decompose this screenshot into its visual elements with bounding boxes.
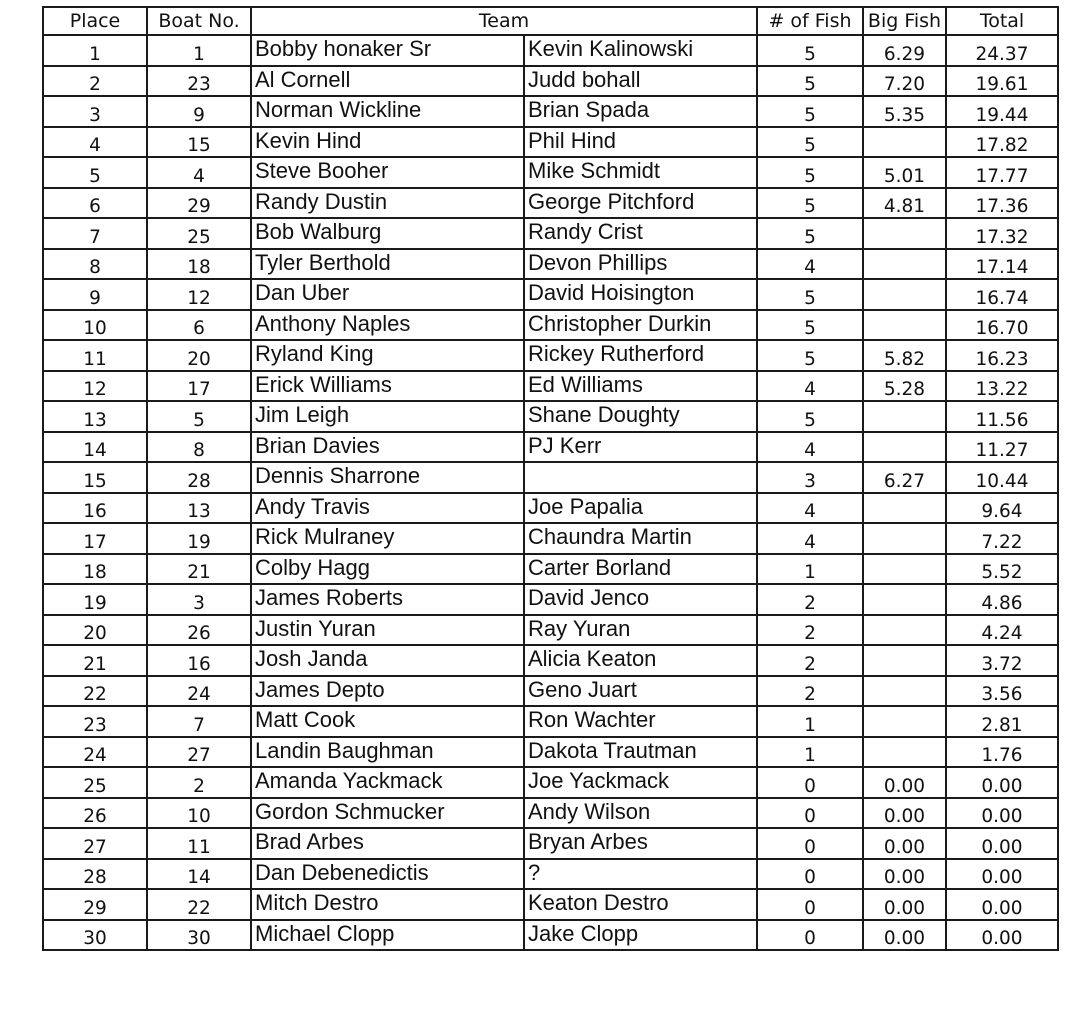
table-row	[43, 462, 1058, 493]
angler-2-cell: Geno Juart	[524, 676, 757, 707]
place-cell: 9	[43, 279, 147, 310]
total-weight-cell: 13.22	[946, 371, 1058, 402]
angler-2-cell: Bryan Arbes	[524, 828, 757, 859]
big-fish-cell	[863, 737, 946, 768]
boat-number-cell: 1	[147, 35, 251, 66]
fish-count-cell: 0	[757, 889, 863, 920]
big-fish-cell	[863, 584, 946, 615]
angler-1-cell: Tyler Berthold	[251, 249, 524, 280]
big-fish-cell	[863, 676, 946, 707]
boat-number-cell: 29	[147, 188, 251, 219]
fish-count-cell: 2	[757, 615, 863, 646]
total-weight-cell: 0.00	[946, 798, 1058, 829]
fish-count-cell: 2	[757, 584, 863, 615]
big-fish-cell: 5.35	[863, 96, 946, 127]
angler-2-cell: Kevin Kalinowski	[524, 35, 757, 66]
total-weight-cell: 11.56	[946, 401, 1058, 432]
boat-number-cell: 6	[147, 310, 251, 341]
fish-count-cell: 5	[757, 188, 863, 219]
big-fish-cell	[863, 401, 946, 432]
fish-count-cell: 0	[757, 767, 863, 798]
table-row	[43, 798, 1058, 829]
total-weight-cell: 0.00	[946, 767, 1058, 798]
angler-2-cell: George Pitchford	[524, 188, 757, 219]
angler-1-cell: Norman Wickline	[251, 96, 524, 127]
fish-count-cell: 5	[757, 340, 863, 371]
header-place: Place	[43, 7, 147, 35]
angler-1-cell: Steve Booher	[251, 157, 524, 188]
table-row	[43, 493, 1058, 524]
place-cell: 2	[43, 66, 147, 97]
boat-number-cell: 21	[147, 554, 251, 585]
big-fish-cell: 0.00	[863, 798, 946, 829]
fish-count-cell: 5	[757, 279, 863, 310]
place-cell: 10	[43, 310, 147, 341]
angler-2-cell: Alicia Keaton	[524, 645, 757, 676]
angler-1-cell: Landin Baughman	[251, 737, 524, 768]
big-fish-cell: 7.20	[863, 66, 946, 97]
angler-2-cell: Joe Papalia	[524, 493, 757, 524]
fish-count-cell: 4	[757, 432, 863, 463]
table-row	[43, 920, 1058, 951]
place-cell: 16	[43, 493, 147, 524]
big-fish-cell: 0.00	[863, 920, 946, 951]
place-cell: 17	[43, 523, 147, 554]
total-weight-cell: 17.77	[946, 157, 1058, 188]
fish-count-cell: 5	[757, 35, 863, 66]
total-weight-cell: 1.76	[946, 737, 1058, 768]
boat-number-cell: 7	[147, 706, 251, 737]
angler-2-cell: Keaton Destro	[524, 889, 757, 920]
place-cell: 7	[43, 218, 147, 249]
big-fish-cell	[863, 249, 946, 280]
total-weight-cell: 3.72	[946, 645, 1058, 676]
table-row	[43, 554, 1058, 585]
table-row	[43, 371, 1058, 402]
angler-1-cell: Randy Dustin	[251, 188, 524, 219]
big-fish-cell	[863, 645, 946, 676]
angler-2-cell: PJ Kerr	[524, 432, 757, 463]
total-weight-cell: 0.00	[946, 828, 1058, 859]
place-cell: 13	[43, 401, 147, 432]
boat-number-cell: 27	[147, 737, 251, 768]
fish-count-cell: 5	[757, 157, 863, 188]
boat-number-cell: 3	[147, 584, 251, 615]
angler-1-cell: Justin Yuran	[251, 615, 524, 646]
place-cell: 8	[43, 249, 147, 280]
angler-1-cell: Andy Travis	[251, 493, 524, 524]
big-fish-cell: 0.00	[863, 889, 946, 920]
fish-count-cell: 2	[757, 676, 863, 707]
big-fish-cell: 0.00	[863, 828, 946, 859]
fish-count-cell: 0	[757, 828, 863, 859]
boat-number-cell: 20	[147, 340, 251, 371]
angler-2-cell: Ray Yuran	[524, 615, 757, 646]
angler-2-cell: Rickey Rutherford	[524, 340, 757, 371]
table-row	[43, 218, 1058, 249]
total-weight-cell: 17.36	[946, 188, 1058, 219]
angler-1-cell: Bob Walburg	[251, 218, 524, 249]
place-cell: 22	[43, 676, 147, 707]
angler-1-cell: Rick Mulraney	[251, 523, 524, 554]
total-weight-cell: 3.56	[946, 676, 1058, 707]
big-fish-cell: 5.82	[863, 340, 946, 371]
fish-count-cell: 1	[757, 706, 863, 737]
big-fish-cell: 5.01	[863, 157, 946, 188]
table-row	[43, 310, 1058, 341]
big-fish-cell	[863, 615, 946, 646]
table-row	[43, 767, 1058, 798]
angler-1-cell: Ryland King	[251, 340, 524, 371]
angler-1-cell: Dan Uber	[251, 279, 524, 310]
table-row	[43, 737, 1058, 768]
boat-number-cell: 18	[147, 249, 251, 280]
table-row	[43, 676, 1058, 707]
angler-1-cell: Amanda Yackmack	[251, 767, 524, 798]
fish-count-cell: 5	[757, 401, 863, 432]
total-weight-cell: 0.00	[946, 920, 1058, 951]
fish-count-cell: 4	[757, 371, 863, 402]
fish-count-cell: 0	[757, 798, 863, 829]
angler-1-cell: Matt Cook	[251, 706, 524, 737]
table-row	[43, 340, 1058, 371]
place-cell: 20	[43, 615, 147, 646]
place-cell: 26	[43, 798, 147, 829]
header-row	[43, 7, 1058, 35]
angler-2-cell: Chaundra Martin	[524, 523, 757, 554]
place-cell: 28	[43, 859, 147, 890]
boat-number-cell: 23	[147, 66, 251, 97]
angler-2-cell: Brian Spada	[524, 96, 757, 127]
boat-number-cell: 8	[147, 432, 251, 463]
angler-2-cell: Judd bohall	[524, 66, 757, 97]
big-fish-cell	[863, 279, 946, 310]
boat-number-cell: 24	[147, 676, 251, 707]
boat-number-cell: 19	[147, 523, 251, 554]
table-row	[43, 401, 1058, 432]
angler-2-cell	[524, 462, 757, 493]
total-weight-cell: 24.37	[946, 35, 1058, 66]
table-row	[43, 96, 1058, 127]
boat-number-cell: 5	[147, 401, 251, 432]
place-cell: 19	[43, 584, 147, 615]
table-row	[43, 432, 1058, 463]
angler-1-cell: Dennis Sharrone	[251, 462, 524, 493]
header-boat-no: Boat No.	[147, 7, 251, 35]
total-weight-cell: 19.44	[946, 96, 1058, 127]
boat-number-cell: 10	[147, 798, 251, 829]
big-fish-cell: 0.00	[863, 859, 946, 890]
big-fish-cell	[863, 310, 946, 341]
boat-number-cell: 13	[147, 493, 251, 524]
total-weight-cell: 2.81	[946, 706, 1058, 737]
table-row	[43, 279, 1058, 310]
table-row	[43, 188, 1058, 219]
angler-2-cell: ?	[524, 859, 757, 890]
header-num-fish: # of Fish	[757, 7, 863, 35]
table-row	[43, 889, 1058, 920]
angler-1-cell: James Depto	[251, 676, 524, 707]
place-cell: 21	[43, 645, 147, 676]
angler-1-cell: Josh Janda	[251, 645, 524, 676]
big-fish-cell	[863, 218, 946, 249]
big-fish-cell: 6.27	[863, 462, 946, 493]
angler-1-cell: Jim Leigh	[251, 401, 524, 432]
fish-count-cell: 3	[757, 462, 863, 493]
big-fish-cell: 4.81	[863, 188, 946, 219]
big-fish-cell	[863, 127, 946, 158]
total-weight-cell: 5.52	[946, 554, 1058, 585]
boat-number-cell: 14	[147, 859, 251, 890]
boat-number-cell: 26	[147, 615, 251, 646]
boat-number-cell: 2	[147, 767, 251, 798]
angler-2-cell: Randy Crist	[524, 218, 757, 249]
table-row	[43, 35, 1058, 66]
total-weight-cell: 16.23	[946, 340, 1058, 371]
place-cell: 18	[43, 554, 147, 585]
boat-number-cell: 4	[147, 157, 251, 188]
angler-1-cell: Brad Arbes	[251, 828, 524, 859]
angler-2-cell: Mike Schmidt	[524, 157, 757, 188]
place-cell: 4	[43, 127, 147, 158]
place-cell: 23	[43, 706, 147, 737]
angler-1-cell: Mitch Destro	[251, 889, 524, 920]
table-row	[43, 828, 1058, 859]
table-row	[43, 157, 1058, 188]
boat-number-cell: 15	[147, 127, 251, 158]
table-row	[43, 249, 1058, 280]
header-total: Total	[946, 7, 1058, 35]
place-cell: 1	[43, 35, 147, 66]
big-fish-cell	[863, 554, 946, 585]
total-weight-cell: 16.74	[946, 279, 1058, 310]
angler-2-cell: Devon Phillips	[524, 249, 757, 280]
header-big-fish: Big Fish	[863, 7, 946, 35]
table-row	[43, 127, 1058, 158]
table-row	[43, 66, 1058, 97]
place-cell: 25	[43, 767, 147, 798]
angler-2-cell: David Jenco	[524, 584, 757, 615]
angler-2-cell: Carter Borland	[524, 554, 757, 585]
place-cell: 24	[43, 737, 147, 768]
angler-1-cell: Gordon Schmucker	[251, 798, 524, 829]
fish-count-cell: 4	[757, 523, 863, 554]
fish-count-cell: 5	[757, 218, 863, 249]
boat-number-cell: 28	[147, 462, 251, 493]
table-row	[43, 523, 1058, 554]
place-cell: 5	[43, 157, 147, 188]
angler-2-cell: Shane Doughty	[524, 401, 757, 432]
boat-number-cell: 17	[147, 371, 251, 402]
results-table	[42, 6, 1059, 951]
big-fish-cell: 6.29	[863, 35, 946, 66]
boat-number-cell: 11	[147, 828, 251, 859]
angler-1-cell: Kevin Hind	[251, 127, 524, 158]
angler-2-cell: Dakota Trautman	[524, 737, 757, 768]
angler-2-cell: Phil Hind	[524, 127, 757, 158]
total-weight-cell: 4.24	[946, 615, 1058, 646]
angler-2-cell: Ed Williams	[524, 371, 757, 402]
big-fish-cell	[863, 706, 946, 737]
big-fish-cell	[863, 523, 946, 554]
angler-1-cell: Colby Hagg	[251, 554, 524, 585]
fish-count-cell: 5	[757, 127, 863, 158]
boat-number-cell: 30	[147, 920, 251, 951]
place-cell: 14	[43, 432, 147, 463]
total-weight-cell: 19.61	[946, 66, 1058, 97]
big-fish-cell: 5.28	[863, 371, 946, 402]
fish-count-cell: 5	[757, 96, 863, 127]
angler-1-cell: James Roberts	[251, 584, 524, 615]
total-weight-cell: 17.14	[946, 249, 1058, 280]
total-weight-cell: 4.86	[946, 584, 1058, 615]
angler-1-cell: Anthony Naples	[251, 310, 524, 341]
angler-2-cell: Andy Wilson	[524, 798, 757, 829]
total-weight-cell: 0.00	[946, 889, 1058, 920]
total-weight-cell: 17.32	[946, 218, 1058, 249]
angler-2-cell: Jake Clopp	[524, 920, 757, 951]
boat-number-cell: 12	[147, 279, 251, 310]
place-cell: 30	[43, 920, 147, 951]
angler-1-cell: Brian Davies	[251, 432, 524, 463]
fish-count-cell: 1	[757, 737, 863, 768]
total-weight-cell: 9.64	[946, 493, 1058, 524]
place-cell: 3	[43, 96, 147, 127]
angler-1-cell: Bobby honaker Sr	[251, 35, 524, 66]
big-fish-cell	[863, 432, 946, 463]
table-row	[43, 584, 1058, 615]
boat-number-cell: 25	[147, 218, 251, 249]
place-cell: 12	[43, 371, 147, 402]
place-cell: 6	[43, 188, 147, 219]
big-fish-cell: 0.00	[863, 767, 946, 798]
place-cell: 29	[43, 889, 147, 920]
place-cell: 15	[43, 462, 147, 493]
total-weight-cell: 0.00	[946, 859, 1058, 890]
fish-count-cell: 2	[757, 645, 863, 676]
table-row	[43, 615, 1058, 646]
boat-number-cell: 9	[147, 96, 251, 127]
header-team: Team	[251, 7, 757, 35]
boat-number-cell: 22	[147, 889, 251, 920]
table-row	[43, 859, 1058, 890]
fish-count-cell: 0	[757, 859, 863, 890]
boat-number-cell: 16	[147, 645, 251, 676]
big-fish-cell	[863, 493, 946, 524]
fish-count-cell: 4	[757, 493, 863, 524]
fish-count-cell: 4	[757, 249, 863, 280]
fish-count-cell: 0	[757, 920, 863, 951]
total-weight-cell: 7.22	[946, 523, 1058, 554]
angler-2-cell: Joe Yackmack	[524, 767, 757, 798]
angler-1-cell: Al Cornell	[251, 66, 524, 97]
table-row	[43, 706, 1058, 737]
table-row	[43, 645, 1058, 676]
total-weight-cell: 17.82	[946, 127, 1058, 158]
angler-1-cell: Dan Debenedictis	[251, 859, 524, 890]
angler-2-cell: Ron Wachter	[524, 706, 757, 737]
fish-count-cell: 5	[757, 310, 863, 341]
place-cell: 27	[43, 828, 147, 859]
place-cell: 11	[43, 340, 147, 371]
fish-count-cell: 5	[757, 66, 863, 97]
fish-count-cell: 1	[757, 554, 863, 585]
results-body	[43, 35, 1058, 950]
total-weight-cell: 16.70	[946, 310, 1058, 341]
angler-2-cell: Christopher Durkin	[524, 310, 757, 341]
total-weight-cell: 10.44	[946, 462, 1058, 493]
angler-1-cell: Erick Williams	[251, 371, 524, 402]
total-weight-cell: 11.27	[946, 432, 1058, 463]
angler-2-cell: David Hoisington	[524, 279, 757, 310]
angler-1-cell: Michael Clopp	[251, 920, 524, 951]
